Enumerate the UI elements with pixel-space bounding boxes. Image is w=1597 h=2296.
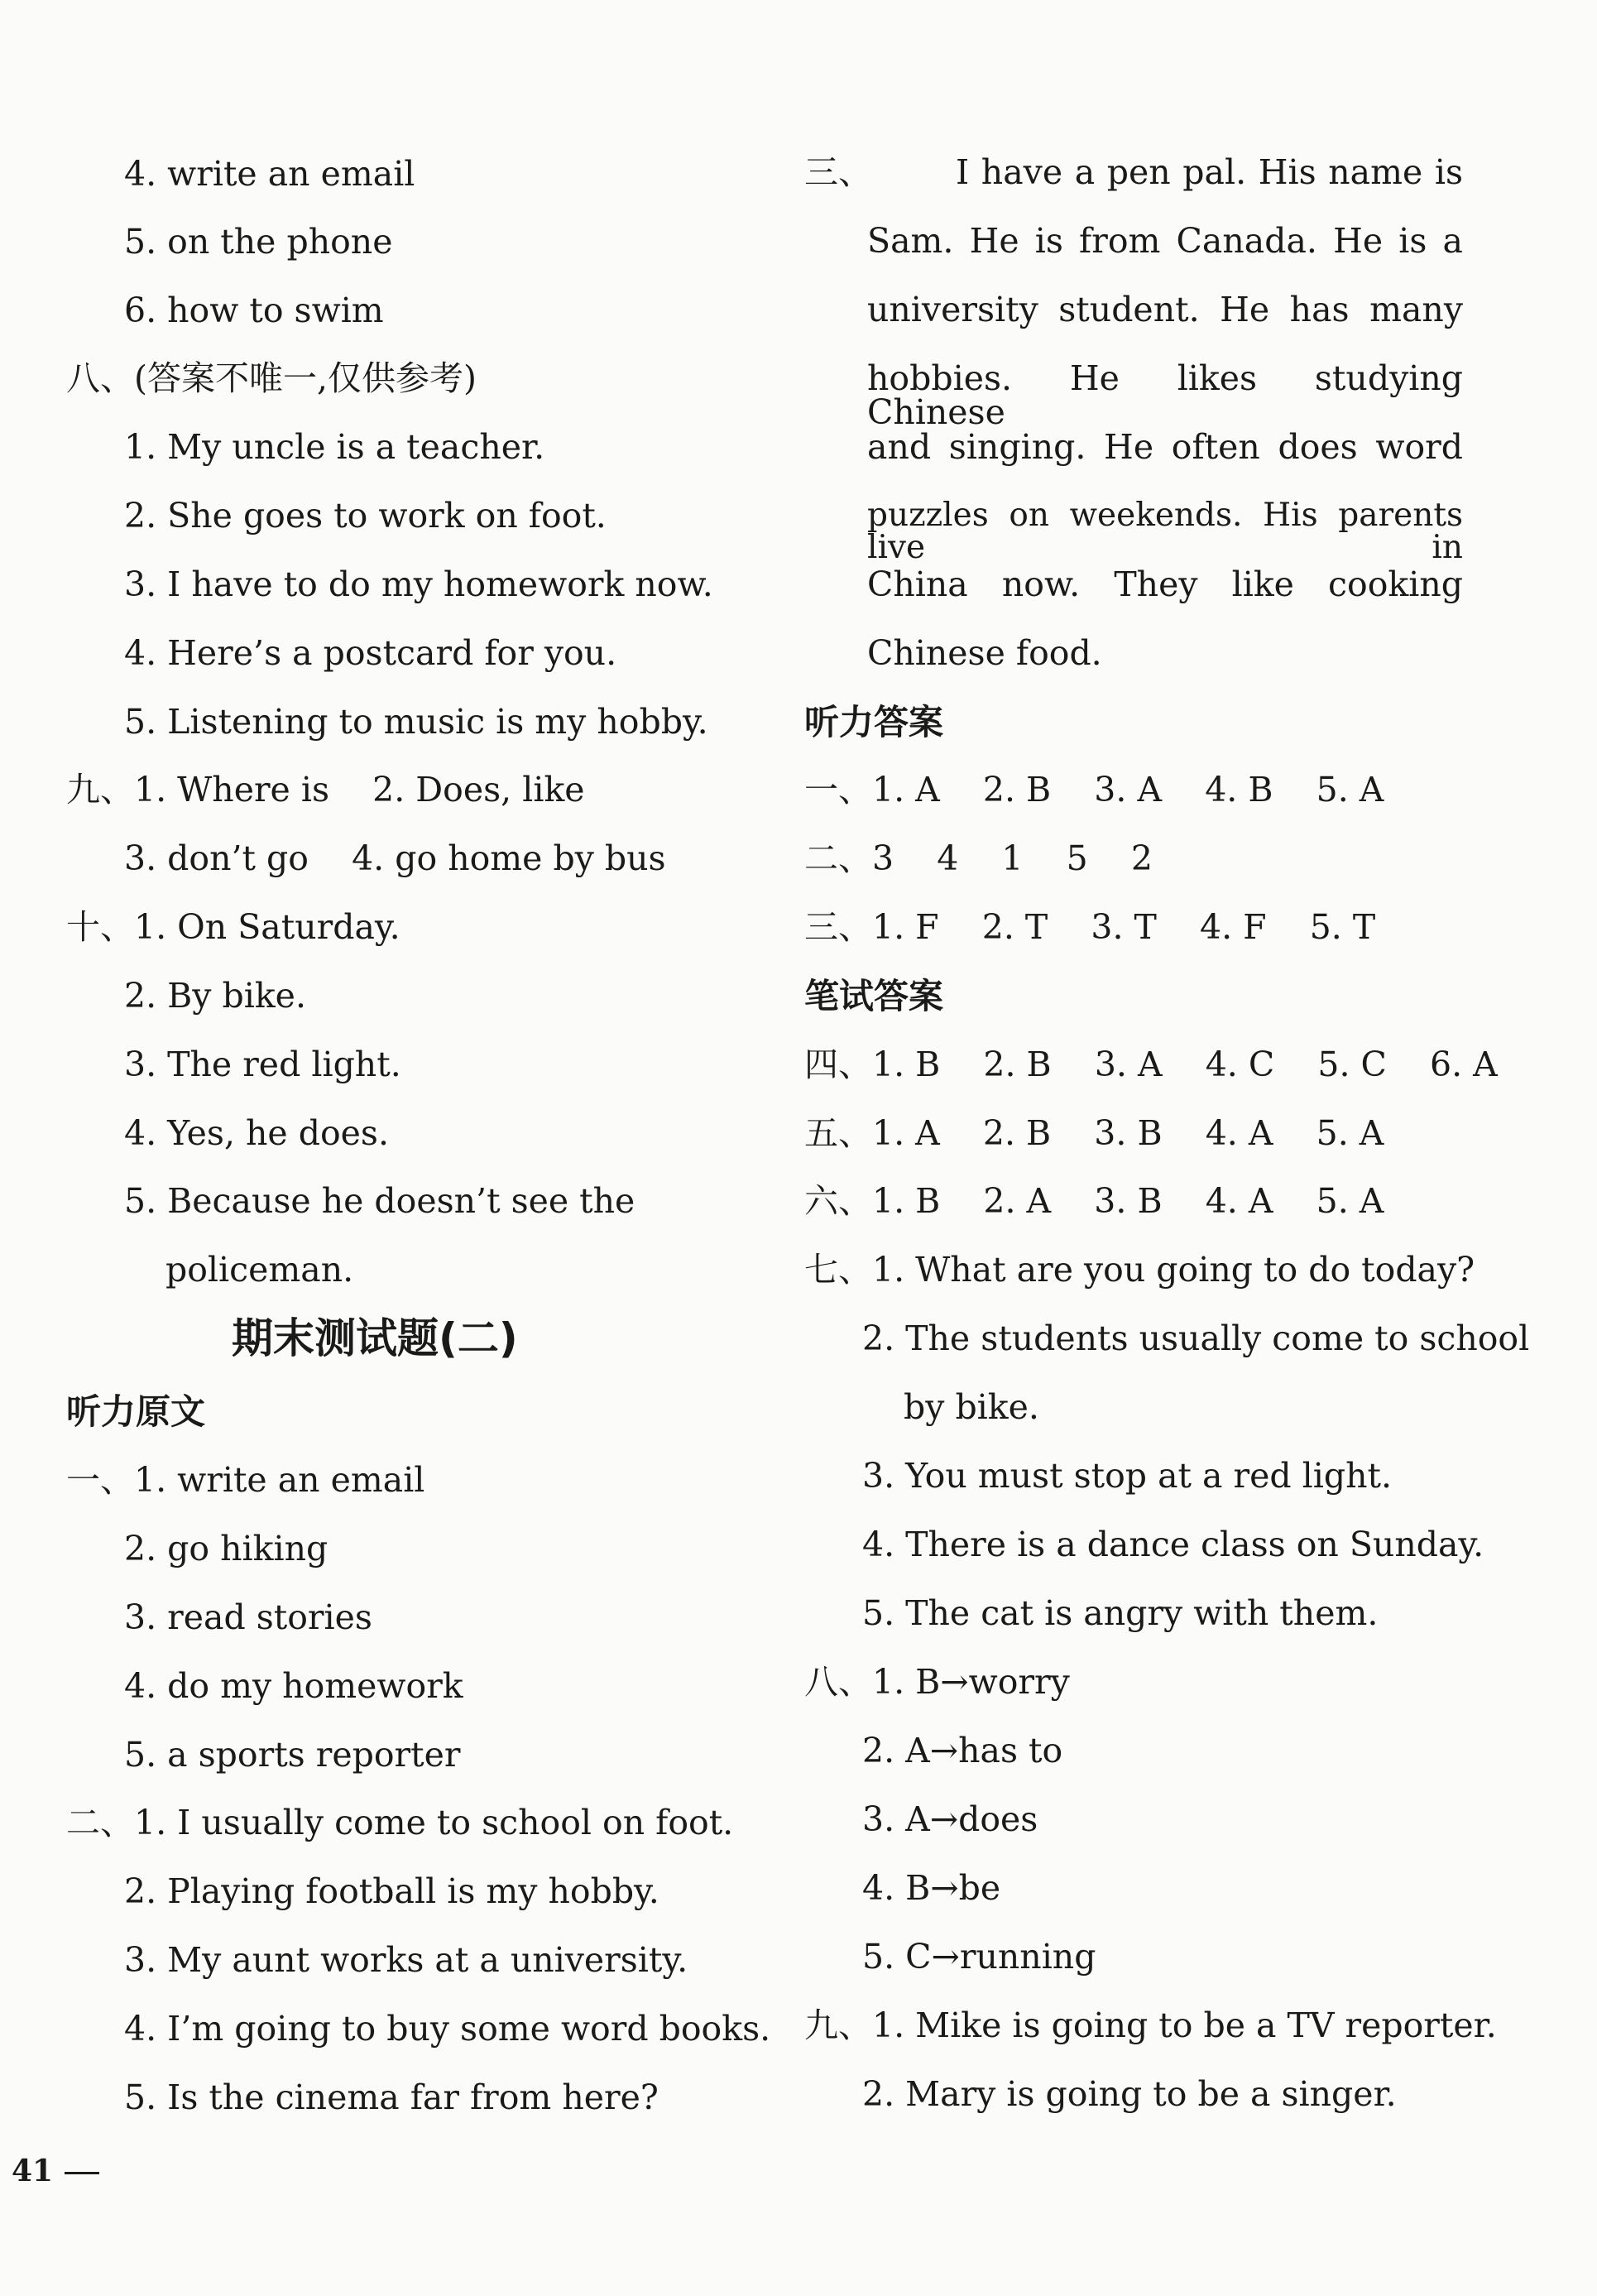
page-number: 41: [12, 2154, 54, 2188]
answer-line: 5. Is the cinema far from here?: [124, 2077, 659, 2117]
test-title: 期末测试题(二): [232, 1314, 518, 1362]
answer-line: 5. The cat is angry with them.: [862, 1593, 1379, 1633]
answer-line: 3. I have to do my homework now.: [124, 564, 713, 604]
listening-1-line: 一、1. write an email: [66, 1460, 425, 1500]
section-8-line: 八、1. B→worry: [804, 1662, 1070, 1702]
page-number-dash: [65, 2172, 99, 2174]
answer-line: 3. The red light.: [124, 1045, 401, 1084]
passage-line: hobbies. He likes studying Chinese: [867, 358, 1463, 432]
answer-line: 3. You must stop at a red light.: [862, 1456, 1393, 1496]
answer-line: 4. write an email: [124, 154, 415, 194]
answer-line: 4. B→be: [862, 1868, 1001, 1908]
section-3-label: 三、: [804, 152, 872, 192]
answer-line: 3. My aunt works at a university.: [124, 1940, 688, 1980]
answer-line: 6. how to swim: [124, 291, 384, 330]
answer-line: 2. Playing football is my hobby.: [124, 1871, 659, 1911]
section-9-line: 九、1. Where is 2. Does, like: [66, 770, 585, 809]
answer-line: 六、1. B 2. A 3. B 4. A 5. A: [804, 1181, 1384, 1221]
answer-line: 5. a sports reporter: [124, 1735, 461, 1775]
passage-line: and singing. He often does word: [867, 427, 1463, 467]
answer-line: 2. go hiking: [124, 1529, 329, 1568]
listening-2-line: 二、1. I usually come to school on foot.: [66, 1803, 734, 1842]
passage-line: China now. They like cooking: [867, 564, 1463, 604]
answer-line: 5. C→running: [862, 1937, 1096, 1977]
written-answers-heading: 笔试答案: [804, 976, 944, 1016]
passage-line: I have a pen pal. His name is: [956, 152, 1463, 192]
answer-line: 2. Mary is going to be a singer.: [862, 2074, 1397, 2114]
answer-line-continuation: by bike.: [904, 1387, 1039, 1427]
answer-line: 2. A→has to: [862, 1731, 1063, 1770]
answer-line: 3. A→does: [862, 1799, 1038, 1839]
answer-line: 五、1. A 2. B 3. B 4. A 5. A: [804, 1113, 1384, 1153]
answer-line: 4. There is a dance class on Sunday.: [862, 1525, 1484, 1564]
section-7-line: 七、1. What are you going to do today?: [804, 1250, 1475, 1290]
answer-line: 三、1. F 2. T 3. T 4. F 5. T: [804, 907, 1376, 947]
answer-line: 2. She goes to work on foot.: [124, 496, 607, 536]
passage-line: Chinese food.: [867, 633, 1102, 673]
section-8-heading: 八、(答案不唯一,仅供参考): [66, 358, 477, 398]
answer-line: 4. Here’s a postcard for you.: [124, 633, 617, 673]
answer-line: 4. I’m going to buy some word books.: [124, 2009, 771, 2049]
listening-answers-heading: 听力答案: [804, 702, 944, 742]
answer-line: 一、1. A 2. B 3. A 4. B 5. A: [804, 770, 1384, 809]
answer-line: 2. By bike.: [124, 976, 306, 1016]
passage-line: Sam. He is from Canada. He is a: [867, 221, 1463, 261]
section-10-line: 十、1. On Saturday.: [66, 907, 400, 947]
section-9-line: 3. don’t go 4. go home by bus: [124, 838, 666, 878]
answer-line: 3. read stories: [124, 1597, 372, 1637]
passage-line: university student. He has many: [867, 290, 1463, 329]
answer-line: 四、1. B 2. B 3. A 4. C 5. C 6. A: [804, 1045, 1498, 1084]
answer-line: 5. on the phone: [124, 222, 393, 262]
answer-line: 2. The students usually come to school: [862, 1319, 1530, 1358]
passage-line: puzzles on weekends. His parents live in: [867, 497, 1463, 566]
answer-line: 4. Yes, he does.: [124, 1113, 389, 1153]
answer-line: 5. Because he doesn’t see the: [124, 1181, 635, 1221]
answer-line: 5. Listening to music is my hobby.: [124, 702, 708, 742]
answer-line-continuation: policeman.: [165, 1250, 354, 1290]
section-9-line: 九、1. Mike is going to be a TV reporter.: [804, 2005, 1497, 2045]
answer-line: 4. do my homework: [124, 1666, 463, 1706]
listening-text-heading: 听力原文: [66, 1391, 206, 1432]
answer-line: 二、3 4 1 5 2: [804, 838, 1153, 878]
answer-line: 1. My uncle is a teacher.: [124, 427, 545, 467]
